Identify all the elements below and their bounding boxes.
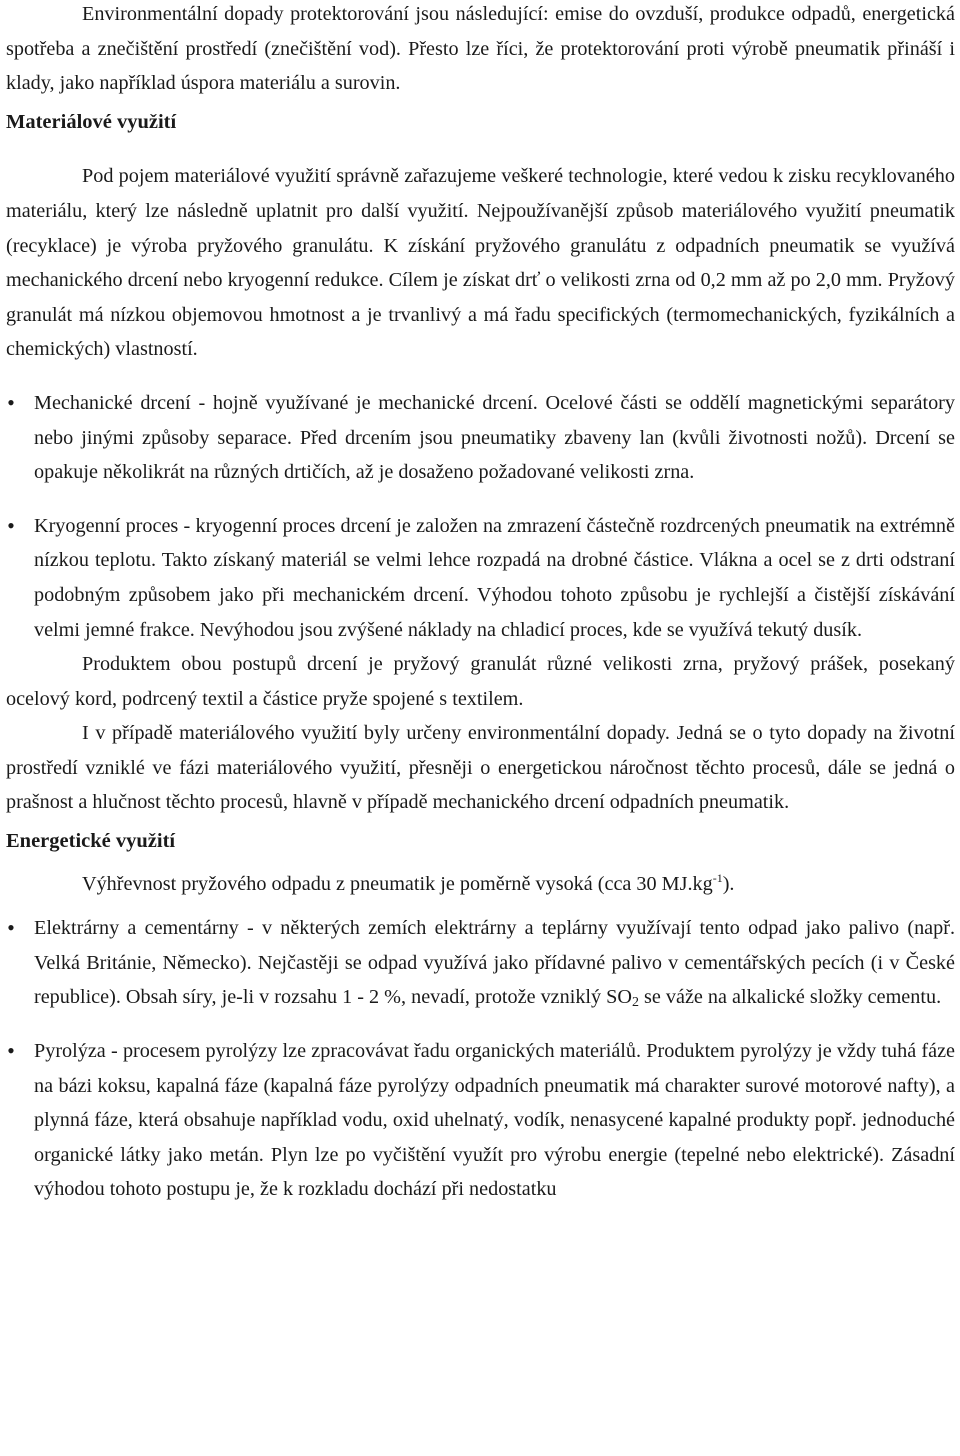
bullet-power-plants-text xyxy=(34,917,955,1011)
bullet-cryogenic-text: Kryogenní proces - kryogenní proces drcení je založen na zmrazení částečně rozdrcených pneumatik na extrémně nízkou teplotu. Takto získaný materiál se velmi lehce rozpadá na drobné částice. Vlákna a ocel se z drti odstraní podobným způsobem jako při mechanickém drcení. Výhodou tohoto způsobu je rychlejší a čistější získávání velmi jemné frakce. Nevýhodou jsou zvýšené náklady na chladicí proces, kde se využívá tekutý dusík. xyxy=(34,514,955,641)
calorific-text: Výhřevnost pryžového odpadu z pneumatik je poměrně vysoká (cca 30 MJ.kg xyxy=(82,872,713,895)
bullet-mechanical-text: Mechanické drcení - hojně využívané je mechanické drcení. Ocelové části se oddělí magnetickými separátory nebo jinými způsoby separace. Před drcením jsou pneumatiky zbaveny lan (kvůli životnosti nožů). Drcení se opakuje několikrát na různých drtičích, až je dosaženo požadované velikosti zrna. xyxy=(34,391,955,484)
bullet-cryogenic xyxy=(6,509,955,647)
document-page xyxy=(6,0,955,1207)
bullet-icon xyxy=(6,1034,16,1070)
calorific-paragraph xyxy=(6,867,955,902)
energy-heading: Energetické využití xyxy=(6,830,176,853)
material-paragraph: Pod pojem materiálové využití správně zařazujeme veškeré technologie, které vedou k zisku recyklovaného materiálu, který lze následně uplatnit pro další využití. Nejpoužívanější způsob materiálového využití pneumatik (recyklace) je výroba pryžového granulátu. K získání pryžového granulátu z odpadních pneumatik se využívá mechanického drcení nebo kryogenní redukce. Cílem je získat drť o velikosti zrna od 0,2 mm až po 2,0 mm. Pryžový granulát má nízkou objemovou hmotnost a je trvanlivý a má řadu specifických (termomechanických, fyzikálních a chemických) vlastností. xyxy=(6,165,955,361)
calorific-exponent: -1 xyxy=(712,870,723,885)
so2-subscript: 2 xyxy=(632,995,639,1011)
bullet-mechanical xyxy=(6,386,955,490)
bullet-icon xyxy=(6,386,16,422)
intro-paragraph: Environmentální dopady protektorování jsou následující: emise do ovzduší, produkce odpadů, energetická spotřeba a znečištění prostředí (znečištění vod). Přesto lze říci, že protektorování proti výrobě pneumatik přináší i klady, jako například úspora materiálu a surovin. xyxy=(6,3,955,95)
bullet-power-plants xyxy=(6,911,955,1015)
bullet-pyrolysis-text: Pyrolýza - procesem pyrolýzy lze zpracovávat řadu organických materiálů. Produktem pyrolýzy je vždy tuhá fáze na bázi koksu, kapalná fáze (kapalná fáze pyrolýzy odpadních pneumatik má charakter surové motorové nafty), a plynná fáze, která obsahuje například vodu, oxid uhelnatý, vodík, nenasycené kapalné produkty popř. jednoduché organické látky jako metán. Plyn lze po vyčištění využít pro výrobu energie (tepelné nebo elektrické). Zásadní výhodou tohoto postupu je, že k rozkladu dochází při nedostatku xyxy=(34,1040,955,1201)
bullet-power-plants-end: se váže na alkalické složky cementu. xyxy=(639,986,942,1009)
bullet-icon xyxy=(6,911,16,947)
bullet-power-plants-body: Elektrárny a cementárny - v některých zemích elektrárny a teplárny využívají tento odpad jako palivo (např. Velká Británie, Německo). Nejčastěji se odpad využívá jako přídavné palivo v cementářských pecích (i v České republice). Obsah síry, je-li v rozsahu 1 - 2 %, nevadí, protože vzniklý SO xyxy=(34,917,955,1009)
material-heading: Materiálové využití xyxy=(6,110,177,133)
impacts-paragraph: I v případě materiálového využití byly určeny environmentální dopady. Jedná se o tyto dopady na životní prostředí vzniklé ve fázi materiálového využití, přesněji o energetickou náročnost těchto procesů, dále se jedná o prašnost a hlučnost těchto procesů, hlavně v případě mechanického drcení odpadních pneumatik. xyxy=(6,722,955,814)
products-paragraph: Produktem obou postupů drcení je pryžový granulát různé velikosti zrna, pryžový prášek, posekaný ocelový kord, podrcený textil a částice pryže spojené s textilem. xyxy=(6,653,955,710)
calorific-end: ). xyxy=(722,872,735,895)
bullet-icon xyxy=(6,509,16,545)
bullet-pyrolysis xyxy=(6,1034,955,1207)
